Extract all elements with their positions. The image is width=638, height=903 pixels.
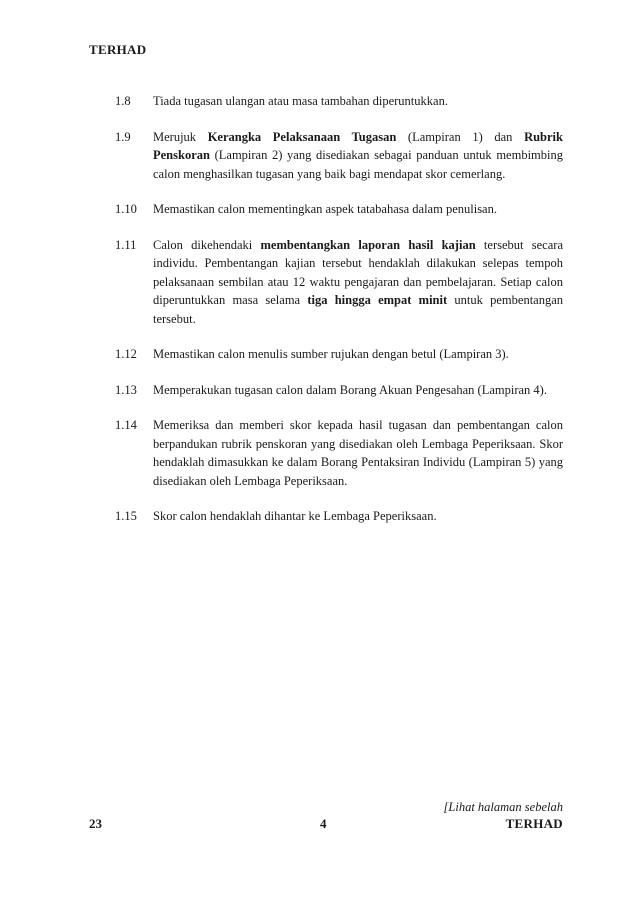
classification-header: TERHAD: [89, 42, 147, 57]
list-item: [115, 236, 563, 329]
bold-text: Kerangka Pelaksanaan Tugasan: [207, 129, 397, 144]
list-item: [115, 416, 563, 490]
item-number: 1.15: [115, 509, 137, 523]
text-run: tersebut secara individu. Pembentangan kajian tersebut hendaklah dilakukan selepas tempoh pelaksanaan sembilan atau 12 waktu pengajaran dan pembelajaran. Setiap calon diperuntukkan masa selama: [153, 237, 563, 307]
text-run: untuk pembentangan tersebut.: [153, 293, 564, 326]
instruction-list: [115, 92, 563, 543]
page-number: 4: [320, 816, 327, 831]
item-text: [153, 416, 563, 490]
item-text: [153, 200, 563, 219]
item-number: 1.8: [115, 94, 131, 108]
item-number: 1.10: [115, 202, 137, 216]
bold-text: tiga hingga empat minit: [307, 293, 448, 307]
list-item: [115, 345, 563, 364]
item-number: 1.11: [115, 237, 137, 252]
item-number: 1.12: [115, 347, 137, 361]
text-run: Merujuk: [153, 129, 208, 144]
list-item: [115, 507, 563, 526]
bold-text: Rubrik Penskoran: [153, 129, 563, 162]
text-run: Memastikan calon mementingkan aspek tatabahasa dalam penulisan.: [153, 202, 497, 216]
list-item: [115, 128, 563, 184]
list-item: [115, 381, 563, 400]
text-run: (Lampiran 1) dan: [396, 129, 525, 144]
list-item: [115, 200, 563, 219]
list-item: [115, 92, 563, 111]
item-text: [153, 92, 563, 111]
classification-footer: TERHAD: [505, 816, 563, 831]
item-text: [153, 128, 563, 184]
text-run: Calon dikehendaki: [153, 237, 261, 252]
item-number: 1.13: [115, 382, 137, 397]
next-page-note: [Lihat halaman sebelah: [443, 800, 563, 814]
item-number: 1.9: [115, 129, 131, 144]
text-run: Tiada tugasan ulangan atau masa tambahan diperuntukkan.: [153, 94, 448, 108]
item-text: [153, 236, 563, 329]
text-run: Memperakukan tugasan calon dalam Borang Akuan Pengesahan (Lampiran 4).: [153, 382, 547, 397]
text-run: Memastikan calon menulis sumber rujukan dengan betul (Lampiran 3).: [153, 347, 509, 361]
item-text: [153, 381, 563, 400]
footer-code: 23: [89, 816, 102, 831]
text-run: (Lampiran 2) yang disediakan sebagai panduan untuk membimbing calon menghasilkan tugasan yang baik bagi mendapat skor cemerlang.: [153, 148, 563, 181]
item-text: [153, 507, 563, 526]
item-number: 1.14: [115, 418, 137, 432]
bold-text: membentangkan laporan hasil kajian: [260, 237, 476, 252]
item-text: [153, 345, 563, 364]
text-run: Skor calon hendaklah dihantar ke Lembaga Peperiksaan.: [153, 509, 437, 523]
text-run: Memeriksa dan memberi skor kepada hasil tugasan dan pembentangan calon berpandukan rubrik penskoran yang disediakan oleh Lembaga Peperiksaan. Skor hendaklah dimasukkan ke dalam Borang Pentaksiran Individu (Lampiran 5) yang disediakan oleh Lembaga Peperiksaan.: [153, 418, 563, 488]
